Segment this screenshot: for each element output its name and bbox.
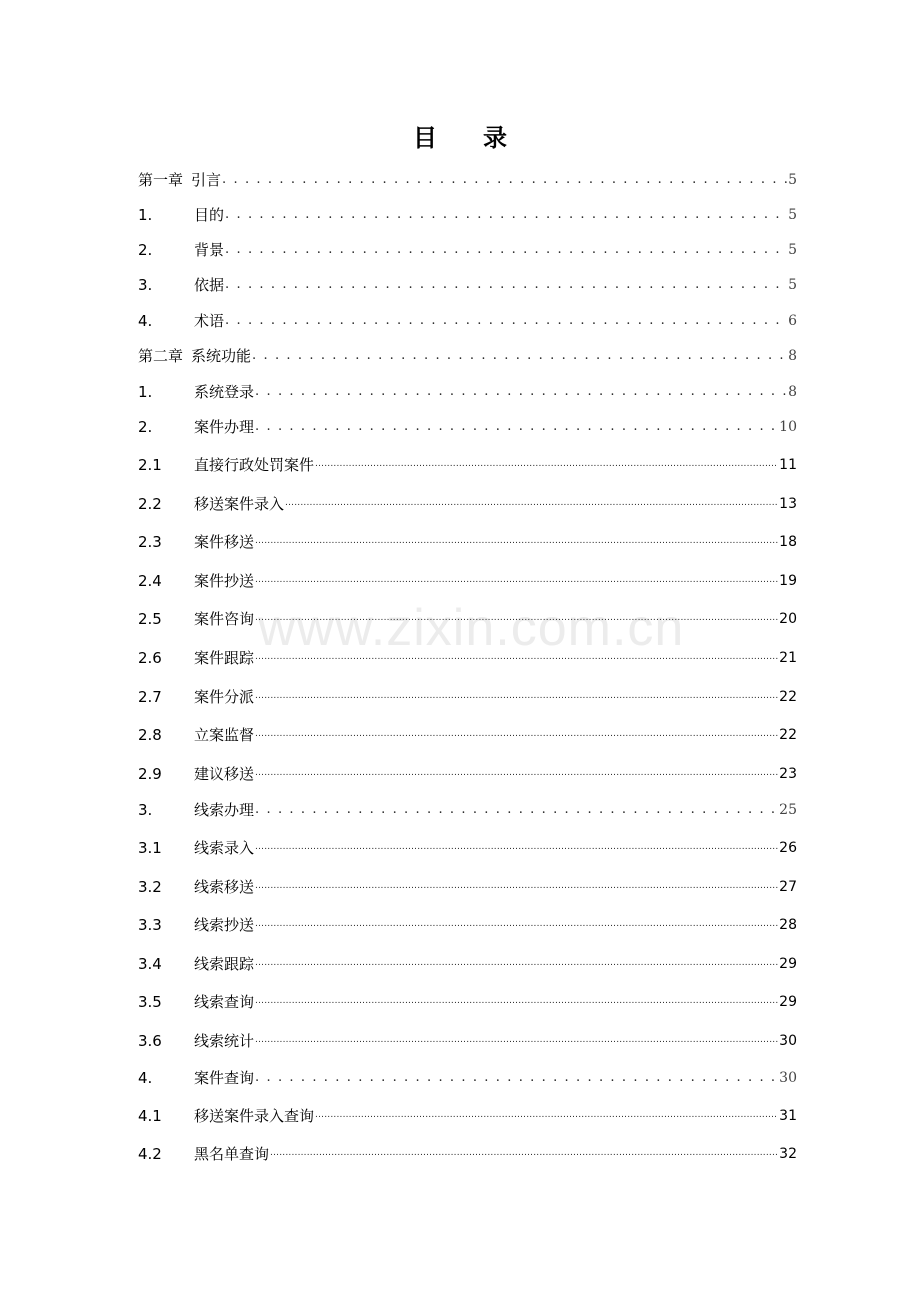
toc-entry-number: 第一章 <box>138 171 184 189</box>
toc-dot-leader <box>225 240 787 260</box>
toc-entry[interactable] <box>138 605 797 629</box>
toc-entry-page-number: 30 <box>779 1070 797 1086</box>
toc-dot-leader <box>255 992 778 1012</box>
toc-entry[interactable] <box>138 567 797 591</box>
toc-title <box>0 118 920 153</box>
toc-dot-leader <box>255 417 778 437</box>
toc-entry-page-number: 25 <box>779 802 797 818</box>
toc-entry-page-number: 28 <box>779 917 797 933</box>
toc-dot-leader <box>255 609 778 629</box>
toc-entry-page-number: 18 <box>779 534 797 550</box>
toc-dot-leader <box>225 311 787 331</box>
toc-dot-leader <box>285 494 778 514</box>
toc-dot-leader <box>255 800 778 820</box>
toc-entry-label: 案件分派 <box>194 688 255 706</box>
toc-entry[interactable] <box>138 1140 797 1164</box>
toc-entry-number: 2.5 <box>138 610 162 628</box>
toc-entry-label: 线索抄送 <box>194 916 255 934</box>
toc-entry-label: 立案监督 <box>194 726 255 744</box>
toc-dot-leader <box>255 725 778 745</box>
toc-entry-number: 3.4 <box>138 955 162 973</box>
toc-entry-number: 1. <box>138 383 153 401</box>
watermark: www.zixin.com.cn <box>258 599 685 657</box>
toc-entry[interactable] <box>138 683 797 707</box>
toc-entry-page-number: 5 <box>788 277 797 293</box>
toc-entry-label: 移送案件录入查询 <box>194 1107 315 1125</box>
toc-entry-label: 案件办理 <box>194 418 255 436</box>
toc-entry-page-number: 27 <box>779 879 797 895</box>
toc-entry-page-number: 19 <box>779 573 797 589</box>
toc-entry-page-number: 13 <box>779 496 797 512</box>
toc-entry-label: 直接行政处罚案件 <box>194 456 315 474</box>
toc-entry[interactable] <box>138 490 797 514</box>
toc-entry-label: 目的 <box>194 206 225 224</box>
toc-dot-leader <box>255 687 778 707</box>
toc-entry-number: 2.6 <box>138 649 162 667</box>
toc-entry[interactable] <box>138 873 797 897</box>
toc-entry-label: 背景 <box>194 241 225 259</box>
toc-entry[interactable] <box>138 307 797 331</box>
toc-entry[interactable] <box>138 413 797 437</box>
toc-entry[interactable] <box>138 796 797 820</box>
toc-entry[interactable] <box>138 342 797 366</box>
toc-dot-leader <box>270 1144 778 1164</box>
toc-entry[interactable] <box>138 950 797 974</box>
toc-entry-label: 线索查询 <box>194 993 255 1011</box>
toc-entry-page-number: 10 <box>779 419 797 435</box>
toc-dot-leader <box>255 877 778 897</box>
toc-entry[interactable] <box>138 166 797 190</box>
toc-entry-label: 建议移送 <box>194 765 255 783</box>
toc-entry-label: 案件查询 <box>194 1069 255 1087</box>
toc-entry-number: 2. <box>138 418 153 436</box>
toc-dot-leader <box>255 838 778 858</box>
toc-entry-page-number: 31 <box>779 1108 797 1124</box>
toc-entry-label: 案件移送 <box>194 533 255 551</box>
toc-entry-page-number: 32 <box>779 1146 797 1162</box>
toc-dot-leader <box>225 205 787 225</box>
toc-dot-leader <box>222 170 787 190</box>
toc-entry-page-number: 8 <box>788 348 797 364</box>
toc-entry-number: 4.1 <box>138 1107 162 1125</box>
toc-entry[interactable] <box>138 1027 797 1051</box>
toc-entry-number: 4. <box>138 312 153 330</box>
toc-entry-number: 2.2 <box>138 495 162 513</box>
toc-dot-leader <box>255 1068 778 1088</box>
toc-entry-page-number: 20 <box>779 611 797 627</box>
toc-entry-label: 线索移送 <box>194 878 255 896</box>
toc-dot-leader <box>225 275 787 295</box>
toc-dot-leader <box>252 346 787 366</box>
toc-entry-label: 线索录入 <box>194 839 255 857</box>
toc-dot-leader <box>255 532 778 552</box>
toc-entry-page-number: 5 <box>788 172 797 188</box>
toc-entry-label: 线索统计 <box>194 1032 255 1050</box>
toc-title-char-1: 目 <box>413 124 437 152</box>
toc-entry-number: 2.7 <box>138 688 162 706</box>
toc-entry[interactable] <box>138 378 797 402</box>
toc-dot-leader <box>315 455 778 475</box>
toc-entry[interactable] <box>138 834 797 858</box>
toc-entry-page-number: 30 <box>779 1033 797 1049</box>
toc-entry[interactable] <box>138 201 797 225</box>
toc-entry-page-number: 6 <box>788 313 797 329</box>
toc-entry-label: 黑名单查询 <box>194 1145 270 1163</box>
toc-entry-number: 3. <box>138 276 153 294</box>
toc-entry-number: 2. <box>138 241 153 259</box>
toc-entry-label: 案件咨询 <box>194 610 255 628</box>
toc-entry-page-number: 23 <box>779 766 797 782</box>
toc-entry-number: 3.2 <box>138 878 162 896</box>
toc-dot-leader <box>255 648 778 668</box>
toc-entry-number: 2.9 <box>138 765 162 783</box>
toc-entry-number: 2.3 <box>138 533 162 551</box>
toc-entry-number: 2.1 <box>138 456 162 474</box>
toc-entry-page-number: 8 <box>788 384 797 400</box>
toc-entry-label: 系统功能 <box>191 347 252 365</box>
toc-entry-label: 线索办理 <box>194 801 255 819</box>
toc-entry-page-number: 29 <box>779 994 797 1010</box>
toc-entry-label: 移送案件录入 <box>194 495 285 513</box>
toc-entry-number: 3.3 <box>138 916 162 934</box>
toc-entry[interactable] <box>138 1102 797 1126</box>
toc-title-char-2: 录 <box>483 124 507 152</box>
toc-dot-leader <box>315 1106 778 1126</box>
toc-entry[interactable] <box>138 988 797 1012</box>
toc-dot-leader <box>255 954 778 974</box>
toc-entry-number: 3.5 <box>138 993 162 1011</box>
toc-entry-number: 2.8 <box>138 726 162 744</box>
toc-dot-leader <box>255 571 778 591</box>
toc-entry-label: 术语 <box>194 312 225 330</box>
toc-entry-page-number: 5 <box>788 242 797 258</box>
toc-entry[interactable] <box>138 451 797 475</box>
toc-dot-leader <box>255 1031 778 1051</box>
toc-entry-label: 系统登录 <box>194 383 255 401</box>
toc-dot-leader <box>255 915 778 935</box>
toc-entry-page-number: 11 <box>779 457 797 473</box>
toc-entry[interactable] <box>138 721 797 745</box>
toc-entry-page-number: 21 <box>779 650 797 666</box>
toc-dot-leader <box>255 382 787 402</box>
toc-entry-number: 3.1 <box>138 839 162 857</box>
toc-entry-number: 4.2 <box>138 1145 162 1163</box>
toc-entry-page-number: 26 <box>779 840 797 856</box>
toc-entry[interactable] <box>138 760 797 784</box>
toc-entry-label: 线索跟踪 <box>194 955 255 973</box>
toc-entry-label: 案件抄送 <box>194 572 255 590</box>
toc-entry-number: 4. <box>138 1069 153 1087</box>
toc-entry-label: 案件跟踪 <box>194 649 255 667</box>
toc-entry[interactable] <box>138 644 797 668</box>
toc-entry[interactable] <box>138 528 797 552</box>
toc-entry[interactable] <box>138 1064 797 1088</box>
toc-entry-number: 2.4 <box>138 572 162 590</box>
toc-entry-number: 3. <box>138 801 153 819</box>
toc-entry-page-number: 5 <box>788 207 797 223</box>
toc-entry-label: 依据 <box>194 276 225 294</box>
toc-entry[interactable] <box>138 271 797 295</box>
toc-entry-number: 第二章 <box>138 347 184 365</box>
toc-entry-page-number: 29 <box>779 956 797 972</box>
toc-dot-leader <box>255 764 778 784</box>
toc-entry-page-number: 22 <box>779 689 797 705</box>
toc-entry[interactable] <box>138 911 797 935</box>
toc-entry-page-number: 22 <box>779 727 797 743</box>
toc-entry-number: 3.6 <box>138 1032 162 1050</box>
toc-entry-number: 1. <box>138 206 153 224</box>
toc-entry-label: 引言 <box>191 171 222 189</box>
toc-entry[interactable] <box>138 236 797 260</box>
